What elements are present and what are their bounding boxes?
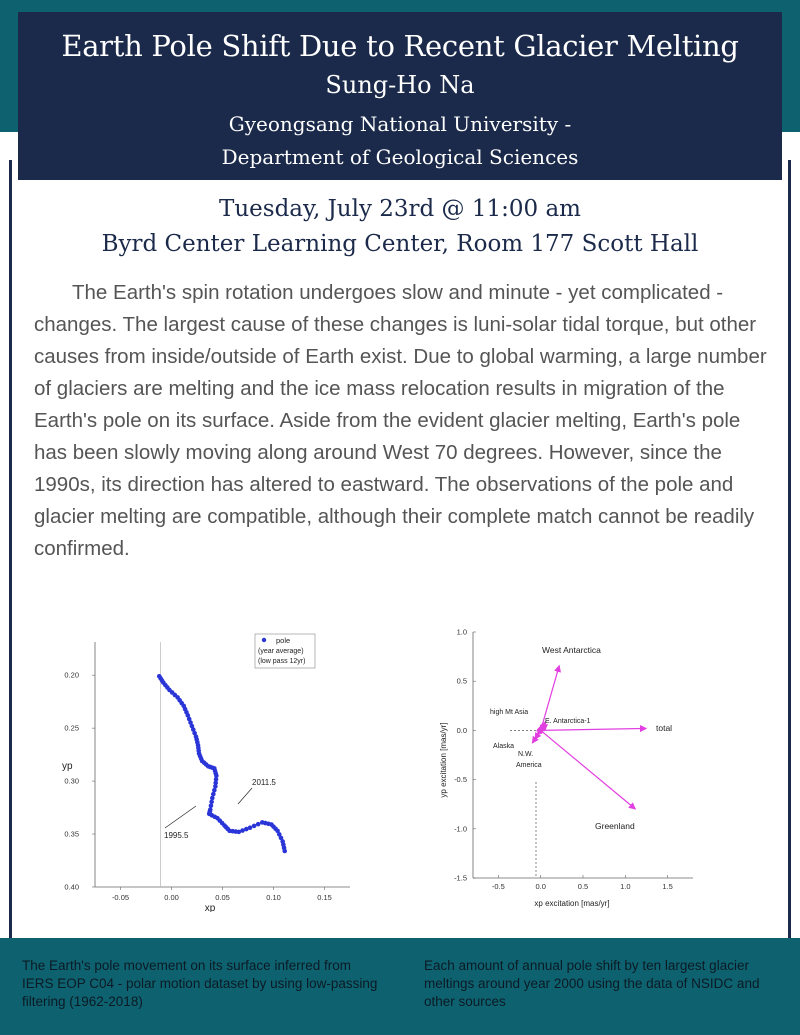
speaker-name: Sung-Ho Na xyxy=(325,71,475,99)
chart1-x-tick-label: 0.10 xyxy=(266,893,281,902)
chart1-y-tick-label: 0.40 xyxy=(64,882,79,892)
glacier-vector-arrow xyxy=(541,728,647,730)
chart1-x-label: xp xyxy=(204,903,216,912)
pole-point xyxy=(252,824,257,829)
pole-point xyxy=(248,825,253,830)
left-frame-line xyxy=(9,160,12,940)
annotation-2011-label: 2011.5 xyxy=(252,778,276,787)
glacier-vector-chart xyxy=(430,622,700,912)
chart1-y-tick-label: 0.30 xyxy=(64,776,79,786)
pole-point xyxy=(209,804,214,809)
chart1-x-tick-label: 0.00 xyxy=(164,893,179,902)
chart2-y-tick-label: -1.5 xyxy=(454,873,467,883)
chart2-x-label: xp excitation [mas/yr] xyxy=(534,899,610,908)
chart1-x-tick-label: 0.15 xyxy=(317,893,332,902)
pole-point xyxy=(282,849,287,854)
right-frame-line xyxy=(788,160,791,940)
event-venue: Byrd Center Learning Center, Room 177 Scott Hall xyxy=(101,231,699,257)
label-total: total xyxy=(656,723,673,733)
pole-point xyxy=(213,784,218,789)
label-nw-line1: N.W. xyxy=(518,751,534,758)
label-nw-line2: America xyxy=(516,762,542,769)
pole-point xyxy=(256,822,261,827)
label-alaska: Alaska xyxy=(493,743,515,750)
chart1-legend-line2: (year average) xyxy=(258,648,304,655)
header-banner xyxy=(18,12,782,180)
chart2-y-label: yp excitation [mas/yr] xyxy=(439,722,448,798)
chart2-y-tick-label: -1.0 xyxy=(454,824,467,834)
affiliation-department: Department of Geological Sciences xyxy=(221,145,579,169)
glacier-vector-arrow xyxy=(541,730,636,809)
annotation-1995-arrow xyxy=(165,806,196,828)
chart1-legend-line3: (low pass 12yr) xyxy=(258,658,306,665)
label-high-mt-asia: high Mt Asia xyxy=(490,709,529,716)
label-west-antarctica: West Antarctica xyxy=(542,645,601,655)
annotation-2011-arrow xyxy=(238,788,252,804)
chart2-y-tick-label: 1.0 xyxy=(456,627,467,637)
pole-point xyxy=(210,796,215,801)
chart1-x-tick-label: -0.05 xyxy=(111,893,130,902)
chart2-y-tick-label: 0.5 xyxy=(456,676,467,686)
affiliation-university: Gyeongsang National University - xyxy=(228,112,572,136)
event-datetime: Tuesday, July 23rd @ 11:00 am xyxy=(219,196,581,222)
chart1-legend-marker xyxy=(262,638,266,642)
caption-pole-movement: The Earth's pole movement on its surface inferred from IERS EOP C04 - polar motion dataset by using low-passing filtering (1962-2018) xyxy=(22,958,378,1009)
caption-glacier-shift: Each amount of annual pole shift by ten largest glacier meltings around year 2000 using the data of NSIDC and other sources xyxy=(424,958,760,1009)
label-greenland: Greenland xyxy=(595,821,635,831)
glacier-vector-plot xyxy=(430,622,700,912)
pole-point xyxy=(212,788,217,793)
chart1-y-tick-label: 0.35 xyxy=(64,829,79,839)
pole-movement-chart xyxy=(40,622,370,912)
chart1-y-label: yp xyxy=(62,761,73,772)
talk-title: Earth Pole Shift Due to Recent Glacier Melting xyxy=(61,29,739,63)
abstract-text: The Earth's spin rotation undergoes slow and minute - yet complicated - changes. The largest cause of these changes is luni-solar tidal torque, but other causes from inside/outside of Earth exist. Due to global warming, a large number of glaciers are melting and the ice mass relocation results in migration of the Earth's pole on its surface. Aside from the evident glacier melting, Earth's pole has been slowly moving along around West 70 degrees. However, since the 1990s, its direction has altered to eastward. The observations of the pole and glacier melting are compatible, although their complete match cannot be readily confirmed. xyxy=(34,281,767,560)
chart1-x-tick-label: 0.05 xyxy=(215,893,230,902)
pole-point xyxy=(211,792,216,797)
label-e-antarctica: E. Antarctica-1 xyxy=(545,718,591,725)
glacier-vector-arrow xyxy=(537,730,540,735)
pole-movement-plot xyxy=(40,622,370,912)
chart2-y-tick-label: 0.0 xyxy=(456,725,467,735)
chart2-x-tick-label: 0.5 xyxy=(577,882,589,891)
chart1-y-tick-label: 0.20 xyxy=(64,670,79,680)
chart2-x-tick-label: 1.0 xyxy=(620,882,631,891)
chart1-legend-label: pole xyxy=(276,636,291,645)
annotation-1995-label: 1995.5 xyxy=(164,831,189,840)
chart2-x-tick-label: 1.5 xyxy=(662,882,673,891)
chart1-y-tick-label: 0.25 xyxy=(64,723,79,733)
pole-point xyxy=(209,800,214,805)
chart2-x-tick-label: 0.0 xyxy=(535,882,546,891)
chart1-legend xyxy=(255,634,315,668)
chart2-y-tick-label: -0.5 xyxy=(454,775,467,785)
chart2-x-tick-label: -0.5 xyxy=(491,882,505,891)
